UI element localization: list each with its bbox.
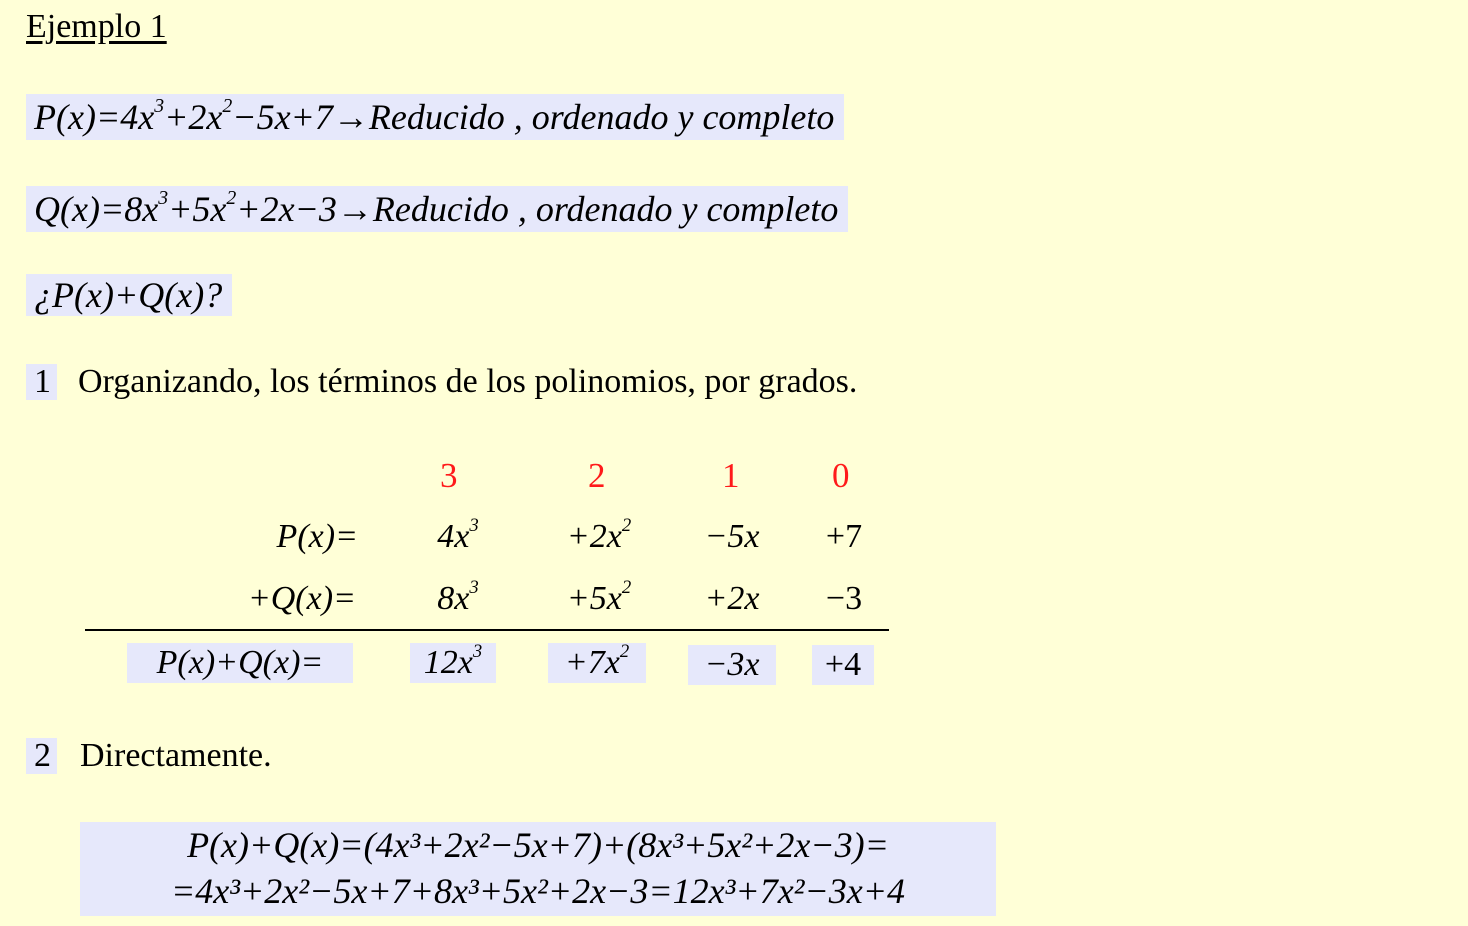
row-p-degree-0: +7 (825, 518, 863, 555)
row-sum-degree-1: −3x (688, 645, 776, 685)
row-sum-degree-3: $12x^3$ (410, 643, 496, 683)
example-title: Ejemplo 1 (26, 8, 167, 45)
row-q-degree-2: $+5x^2$ (566, 577, 632, 617)
direct-sum-box (80, 822, 996, 916)
row-sum-degree-0: +4 (812, 645, 874, 685)
degree-header: 0 (832, 456, 850, 495)
question: ¿P(x)+Q(x)? (26, 274, 232, 316)
step-2-text: Directamente. (80, 737, 272, 774)
p-description: Reducido , ordenado y completo (368, 97, 835, 137)
q-lhs: Q(x)=8x (34, 189, 159, 229)
q-description: Reducido , ordenado y completo (372, 189, 839, 229)
step-1-text: Organizando, los términos de los polinomios, por grados. (78, 363, 858, 400)
row-sum-degree-2: $+7x^2$ (548, 643, 646, 683)
direct-sum-line-2: =4x³+2x²−5x+7+8x³+5x²+2x−3=12x³+7x²−3x+4 (170, 871, 906, 911)
q-definition: $Q(x)=8x^3+5x^2+2x-3\to Reducido$ , ordenado y completo (26, 186, 848, 232)
row-p-degree-1: −5x (704, 518, 760, 555)
step-2-number: 2 (26, 738, 57, 774)
row-q-degree-1: +2x (704, 580, 760, 617)
step-1-number: 1 (26, 364, 57, 400)
row-q-degree-3: $8x^3$ (437, 577, 479, 617)
p-definition: $P(x)=4x^3+2x^2-5x+7\to Reducido$ , ordenado y completo (26, 94, 844, 140)
row-p-degree-2: $+2x^2$ (566, 515, 632, 555)
p-lhs: P(x)=4x (34, 97, 155, 137)
row-q-label: +Q(x)= (247, 580, 356, 617)
degree-header: 1 (722, 456, 740, 495)
row-q-degree-0: −3 (825, 580, 863, 617)
row-p-degree-3: $4x^3$ (437, 515, 479, 555)
sum-rule-line (85, 629, 889, 631)
degree-header: 2 (588, 456, 606, 495)
degree-header: 3 (440, 456, 458, 495)
row-p-label: P(x)= (276, 518, 358, 555)
row-sum-label: P(x)+Q(x)= (127, 643, 353, 683)
direct-sum-line-1: P(x)+Q(x)=(4x³+2x²−5x+7)+(8x³+5x²+2x−3)= (187, 825, 889, 865)
